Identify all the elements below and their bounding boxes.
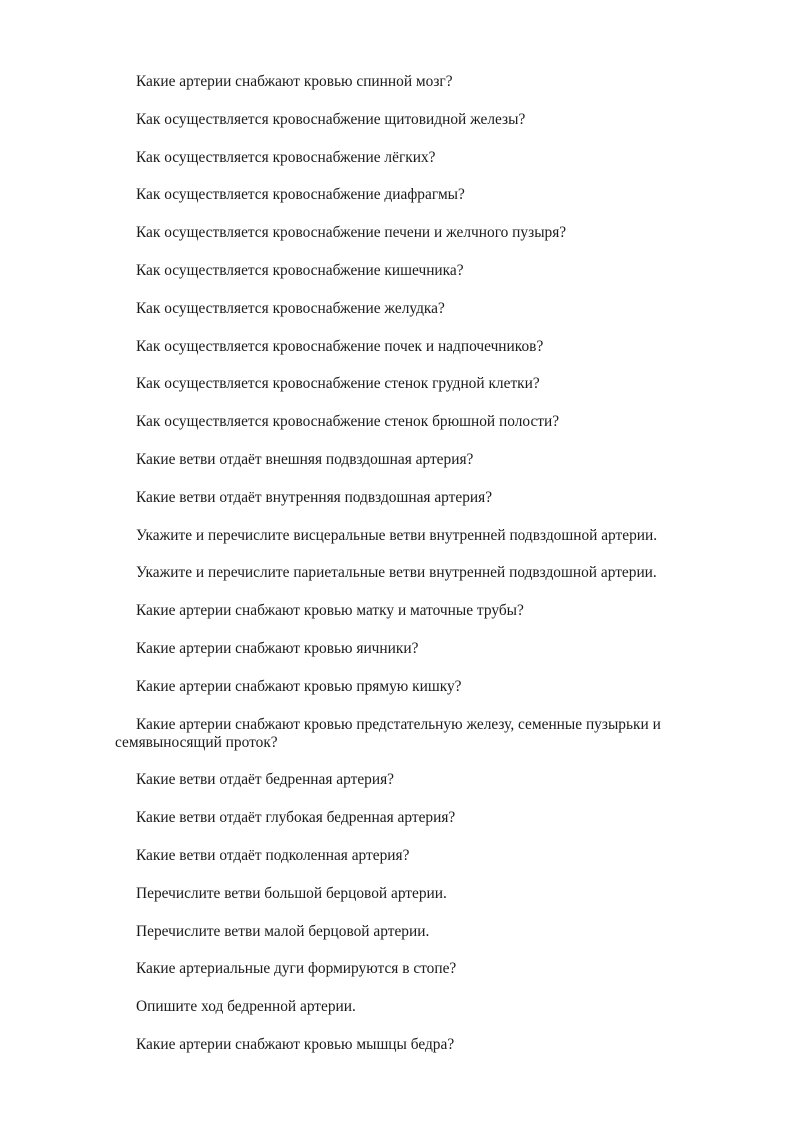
question-item: Какие артерии снабжают кровью спинной мозг? [136, 73, 453, 90]
question-item: Как осуществляется кровоснабжение щитовидной железы? [136, 110, 526, 128]
question-item: Как осуществляется кровоснабжение желудка? [136, 299, 445, 317]
question-item: Какие артериальные дуги формируются в стопе? [136, 960, 457, 978]
question-item: Как осуществляется кровоснабжение стенок грудной клетки? [136, 375, 540, 393]
question-item: Укажите и перечислите висцеральные ветви внутренней подвздошной артерии. [136, 526, 658, 544]
question-item: Какие ветви отдаёт внутренняя подвздошная артерия? [136, 488, 493, 506]
question-item: Как осуществляется кровоснабжение печени и желчного пузыря? [136, 224, 567, 242]
question-item: Как осуществляется кровоснабжение кишечника? [136, 261, 464, 279]
question-item: Как осуществляется кровоснабжение почек и надпочечников? [136, 337, 544, 355]
question-item: Какие ветви отдаёт внешняя подвздошная артерия? [136, 450, 474, 468]
question-item: Как осуществляется кровоснабжение стенок брюшной полости? [136, 413, 560, 431]
question-item: Как осуществляется кровоснабжение лёгких? [136, 148, 436, 166]
question-item: Какие артерии снабжают кровью мышцы бедра? [136, 1035, 455, 1053]
question-item: Перечислите ветви большой берцовой артерии. [136, 884, 447, 902]
question-item: Какие артерии снабжают кровью яичники? [136, 639, 419, 657]
question-item: Какие артерии снабжают кровью предстательную железу, семенные пузырьки и семявыносящий проток? [115, 715, 661, 751]
question-item: Какие артерии снабжают кровью матку и маточные трубы? [136, 602, 524, 620]
question-item: Перечислите ветви малой берцовой артерии. [136, 922, 430, 940]
question-item: Какие артерии снабжают кровью прямую кишку? [136, 677, 462, 695]
question-item: Как осуществляется кровоснабжение диафрагмы? [136, 186, 465, 204]
question-item: Опишите ход бедренной артерии. [136, 998, 356, 1016]
question-item: Какие ветви отдаёт подколенная артерия? [136, 846, 410, 864]
question-list [115, 73, 700, 1074]
question-item: Какие ветви отдаёт глубокая бедренная артерия? [136, 809, 456, 827]
question-item: Какие ветви отдаёт бедренная артерия? [136, 771, 395, 789]
question-item: Укажите и перечислите париетальные ветви внутренней подвздошной артерии. [136, 564, 657, 582]
